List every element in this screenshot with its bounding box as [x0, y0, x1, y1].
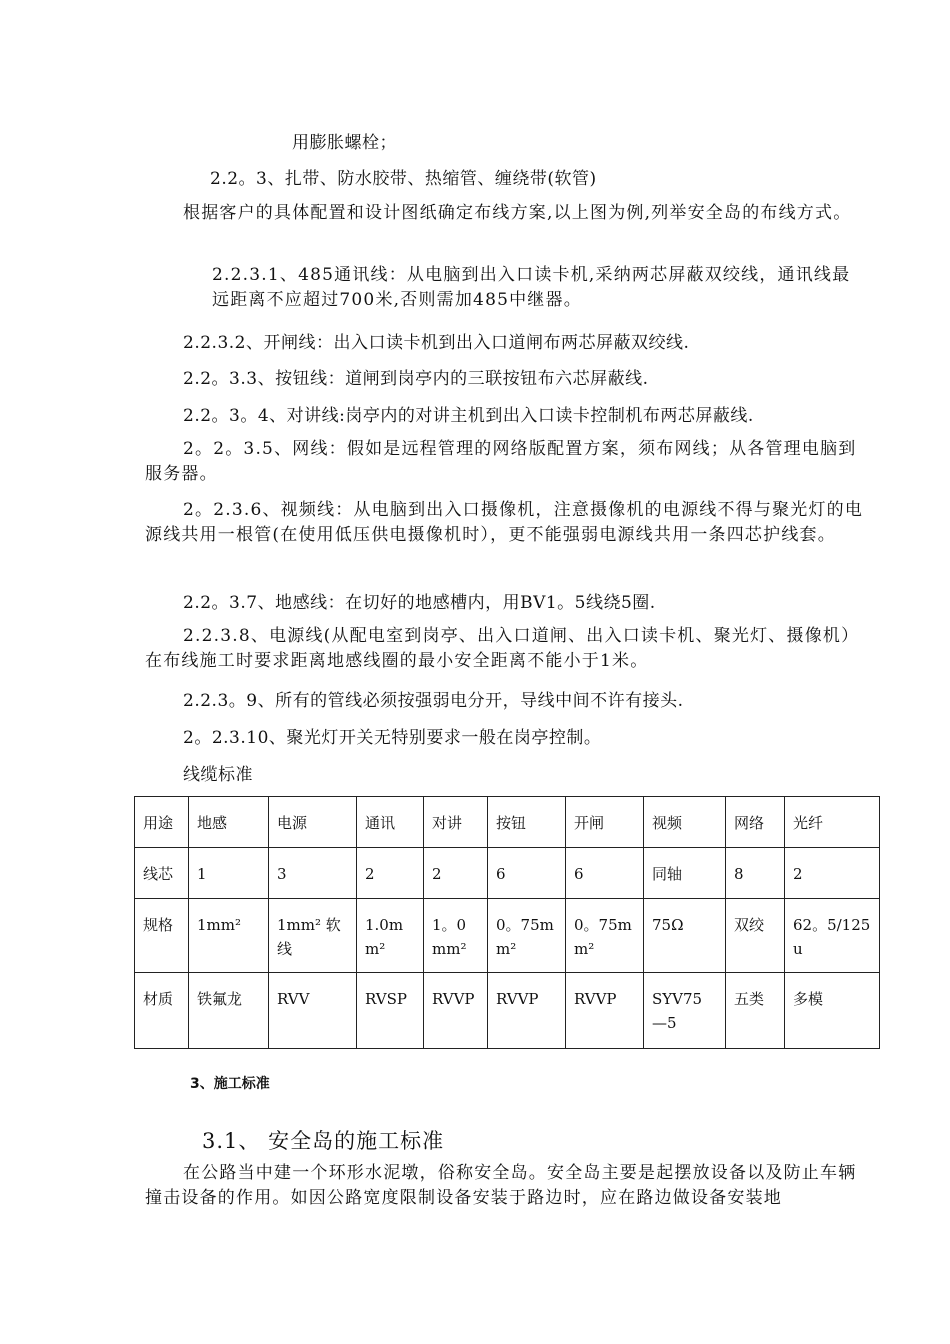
cable-standard-table [134, 796, 880, 1049]
table-row [135, 973, 880, 1049]
table-cell: 62。5/125u [785, 899, 880, 973]
table-cell: 五类 [726, 973, 785, 1049]
table-cell: 1 [189, 848, 269, 899]
table-cell: 视频 [644, 797, 726, 848]
row-header-cell: 规格 [135, 899, 189, 973]
table-cell: 1mm² 软线 [269, 899, 357, 973]
table-row [135, 899, 880, 973]
table-cell: SYV75—5 [644, 973, 726, 1049]
table-cell: 网络 [726, 797, 785, 848]
paragraph-2-2-3-1: 2.2.3.1、485通讯线：从电脑到出入口读卡机,采纳两芯屏蔽双绞线，通讯线最远距离不应超过700米,否则需加485中继器。 [212, 265, 851, 310]
paragraph-2-2-3-4: 2.2。3。4、对讲线:岗亭内的对讲主机到出入口读卡控制机布两芯屏蔽线. [183, 406, 754, 426]
row-header-cell: 用途 [135, 797, 189, 848]
cable-standard-caption: 线缆标准 [183, 765, 253, 785]
table-cell: RVVP [566, 973, 644, 1049]
table-cell: 同轴 [644, 848, 726, 899]
table-cell: 0。75mm² [566, 899, 644, 973]
table-cell: RVV [269, 973, 357, 1049]
table-cell: 3 [269, 848, 357, 899]
paragraph-2-2-3-8: 2.2.3.8、电源线(从配电室到岗亭、出入口道闸、出入口读卡机、聚光灯、摄像机）在布线施工时要求距离地感线圈的最小安全距离不能小于1米。 [145, 626, 860, 671]
table-cell: 1mm² [189, 899, 269, 973]
table-cell: 2 [785, 848, 880, 899]
table-cell: 通讯 [357, 797, 424, 848]
paragraph-2-2-3-5: 2。2。3.5、网线：假如是远程管理的网络版配置方案，须布网线；从各管理电脑到服务器。 [145, 439, 857, 484]
table-row [135, 797, 880, 848]
table-cell: 2 [357, 848, 424, 899]
table-cell: RVVP [488, 973, 566, 1049]
paragraph-2-2-3-2: 2.2.3.2、开闸线：出入口读卡机到出入口道闸布两芯屏蔽双绞线. [183, 333, 690, 353]
paragraph-2-2-3-10: 2。2.3.10、聚光灯开关无特别要求一般在岗亭控制。 [183, 728, 602, 748]
table-cell: 1。0mm² [424, 899, 488, 973]
section-heading: 3、施工标准 [190, 1076, 270, 1092]
table-cell: 地感 [189, 797, 269, 848]
table-cell: 75Ω [644, 899, 726, 973]
table-cell: 8 [726, 848, 785, 899]
section-body: 在公路当中建一个环形水泥墩，俗称安全岛。安全岛主要是起摆放设备以及防止车辆撞击设备的作用。如因公路宽度限制设备安装于路边时，应在路边做设备安装地 [145, 1163, 857, 1208]
table-cell: 开闸 [566, 797, 644, 848]
table-cell: 1.0mm² [357, 899, 424, 973]
table-cell: 多模 [785, 973, 880, 1049]
table-row [135, 848, 880, 899]
paragraph-intro: 根据客户的具体配置和设计图纸确定布线方案,以上图为例,列举安全岛的布线方式。 [183, 203, 852, 223]
paragraph-2-2-3-6: 2。2.3.6、视频线：从电脑到出入口摄像机，注意摄像机的电源线不得与聚光灯的电源线共用一根管(在使用低压供电摄像机时），更不能强弱电源线共用一条四芯护线套。 [145, 500, 864, 545]
table-cell: RVVP [424, 973, 488, 1049]
row-header-cell: 材质 [135, 973, 189, 1049]
subsection-heading: 3.1、 安全岛的施工标准 [202, 1129, 445, 1153]
paragraph-2-2-3-3: 2.2。3.3、按钮线：道闸到岗亭内的三联按钮布六芯屏蔽线. [183, 369, 649, 389]
paragraph-2-2-3-9: 2.2.3。9、所有的管线必须按强弱电分开，导线中间不许有接头. [183, 691, 684, 711]
table-cell: 6 [566, 848, 644, 899]
table-cell: 光纤 [785, 797, 880, 848]
table-cell: 0。75mm² [488, 899, 566, 973]
table-cell: RVSP [357, 973, 424, 1049]
row-header-cell: 线芯 [135, 848, 189, 899]
paragraph-expansion-bolt: 用膨胀螺栓； [292, 133, 397, 153]
paragraph-2-2-3-7: 2.2。3.7、地感线：在切好的地感槽内，用BV1。5线绕5圈. [183, 593, 656, 613]
table-cell: 双绞 [726, 899, 785, 973]
paragraph-2-2-3: 2.2。3、扎带、防水胶带、热缩管、缠绕带(软管) [210, 169, 597, 189]
table-cell: 对讲 [424, 797, 488, 848]
table-cell: 按钮 [488, 797, 566, 848]
table-cell: 2 [424, 848, 488, 899]
table-cell: 电源 [269, 797, 357, 848]
table-cell: 6 [488, 848, 566, 899]
table-cell: 铁氟龙 [189, 973, 269, 1049]
